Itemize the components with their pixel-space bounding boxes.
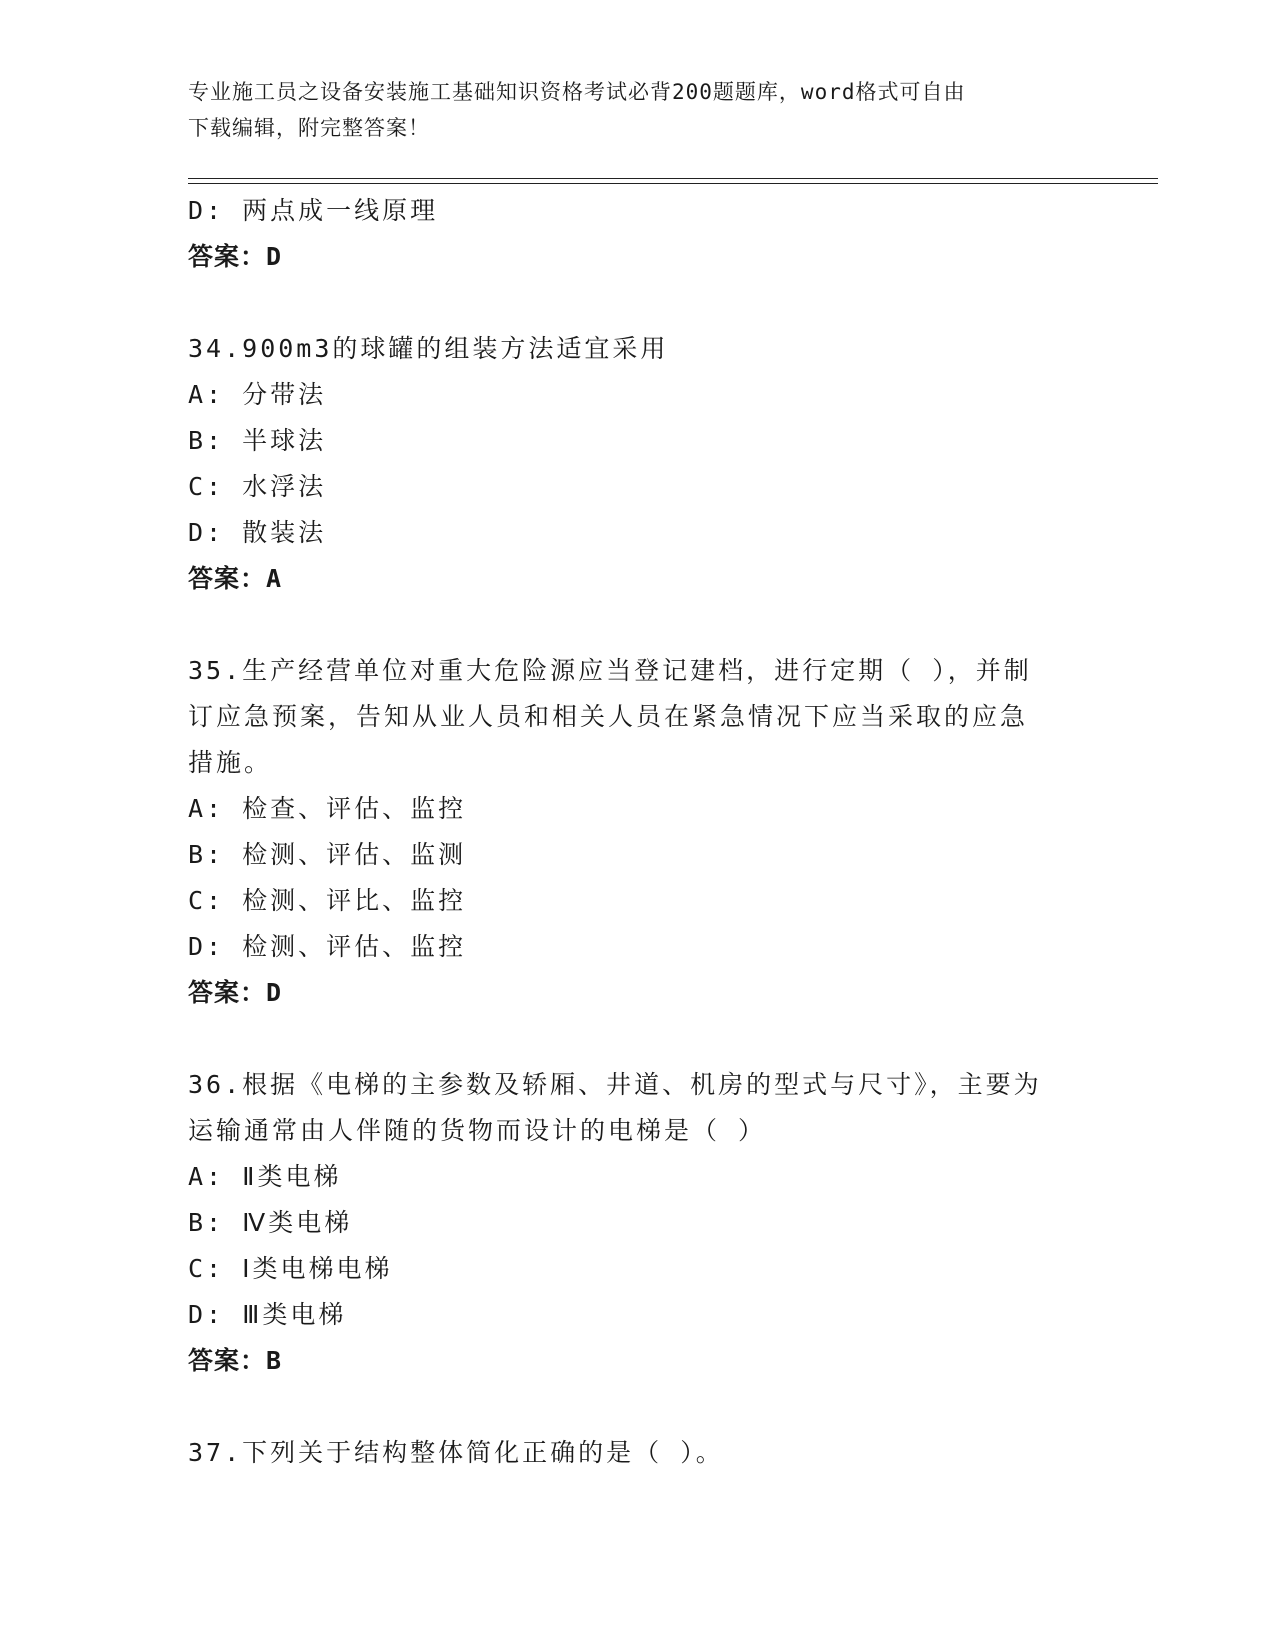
question-stem: 34.900m3的球罐的组装方法适宜采用	[188, 334, 669, 363]
option-d: D: 检测、评估、监控	[188, 932, 467, 961]
option-c: C: 水浮法	[188, 472, 327, 501]
option-d: D: 两点成一线原理	[188, 196, 439, 225]
header-rule-top	[188, 178, 1158, 179]
spacer	[188, 280, 1088, 326]
header-rule-bottom	[188, 183, 1158, 184]
question-stem: 36.根据《电梯的主参数及轿厢、井道、机房的型式与尺寸》，主要为	[188, 1070, 1042, 1099]
answer: 答案：B	[188, 1346, 283, 1375]
question-stem: 37.下列关于结构整体简化正确的是（ ）。	[188, 1438, 724, 1467]
document-body	[188, 188, 1088, 1476]
header-line-2: 下载编辑，附完整答案！	[188, 116, 430, 140]
question-stem-cont: 运输通常由人伴随的货物而设计的电梯是（ ）	[188, 1116, 767, 1145]
answer: 答案：A	[188, 564, 283, 593]
spacer	[188, 1016, 1088, 1062]
option-a: A: Ⅱ类电梯	[188, 1162, 342, 1191]
option-a: A: 分带法	[188, 380, 327, 409]
option-d: D: Ⅲ类电梯	[188, 1300, 347, 1329]
option-d: D: 散装法	[188, 518, 327, 547]
option-c: C: 检测、评比、监控	[188, 886, 467, 915]
question-stem-cont: 订应急预案，告知从业人员和相关人员在紧急情况下应当采取的应急	[188, 702, 1029, 731]
header-line-1: 专业施工员之设备安装施工基础知识资格考试必背200题题库，word格式可自由	[188, 80, 966, 104]
option-a: A: 检查、评估、监控	[188, 794, 467, 823]
answer: 答案：D	[188, 978, 283, 1007]
option-b: B: 检测、评估、监测	[188, 840, 467, 869]
spacer	[188, 602, 1088, 648]
answer: 答案：D	[188, 242, 283, 271]
option-c: C: Ⅰ类电梯电梯	[188, 1254, 393, 1283]
option-b: B: 半球法	[188, 426, 327, 455]
question-stem: 35.生产经营单位对重大危险源应当登记建档，进行定期（ ），并制	[188, 656, 1032, 685]
option-b: B: Ⅳ类电梯	[188, 1208, 353, 1237]
question-stem-cont: 措施。	[188, 748, 273, 777]
document-header	[188, 74, 1088, 146]
spacer	[188, 1384, 1088, 1430]
